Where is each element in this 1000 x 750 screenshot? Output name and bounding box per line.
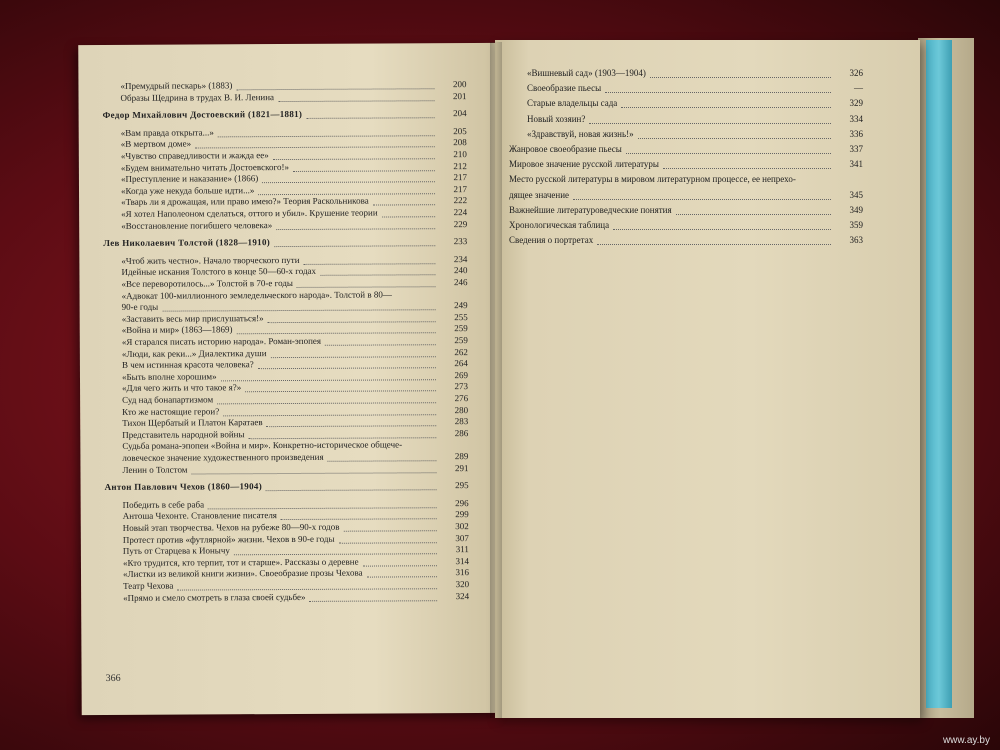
toc-entry-title: «Вишневый сад» (1903—1904)	[527, 68, 646, 78]
toc-page-number: 222	[453, 195, 468, 206]
toc-entry	[80, 463, 468, 476]
toc-leader-dots	[676, 213, 831, 215]
toc-leader-dots	[638, 137, 831, 139]
toc-page-number: 320	[455, 579, 470, 590]
toc-leader-dots	[217, 401, 436, 404]
toc-entry-title: «Будем внимательно читать Достоевского!»	[120, 161, 289, 173]
toc-page-number: 316	[455, 567, 470, 578]
toc-entry	[81, 591, 469, 604]
toc-page-number: 229	[453, 218, 468, 229]
toc-page-number: 259	[454, 323, 468, 334]
toc-entry-title: дящее значение	[509, 189, 570, 200]
toc-leader-dots	[293, 169, 435, 172]
toc-leader-dots	[573, 198, 831, 200]
toc-entry	[495, 68, 863, 79]
toc-entry-title: «Прямо и смело смотреть в глаза своей судьбе»	[123, 591, 306, 603]
toc-page-number: 291	[454, 462, 469, 473]
toc-entry	[495, 235, 863, 246]
watermark-text: www.ay.by	[942, 735, 990, 746]
toc-entry	[78, 91, 466, 104]
toc-entry-title: Ленин о Толстом	[122, 464, 188, 475]
toc-page-number: 336	[849, 128, 863, 139]
toc-entry-title: «Здравствуй, новая жизнь!»	[527, 128, 634, 139]
toc-page-number: 201	[452, 90, 467, 101]
toc-leader-dots	[626, 152, 831, 154]
toc-page-number: 326	[849, 68, 863, 78]
toc-entry	[495, 174, 863, 185]
toc-page-number: 210	[453, 149, 467, 160]
toc-entry-title: Жанровое своеобразие пьесы	[509, 144, 622, 154]
toc-leader-dots	[258, 192, 435, 195]
toc-page-number: 341	[849, 159, 863, 170]
toc-leader-dots	[309, 599, 437, 602]
toc-leader-dots	[276, 227, 435, 230]
toc-page-number: 324	[455, 590, 470, 601]
toc-entry-title: «Когда уже некуда больше идти...»	[120, 184, 255, 196]
toc-leader-dots	[663, 167, 831, 169]
toc-entry-title: «Тварь ли я дрожащая, или право имею?» Теория Раскольникова	[121, 195, 369, 208]
toc-page-number: 200	[452, 79, 467, 90]
toc-page-number: 246	[453, 277, 468, 288]
toc-entry-title: Образы Щедрина в трудах В. И. Ленина	[120, 91, 275, 103]
toc-page-number: 283	[454, 416, 469, 427]
toc-leader-dots	[589, 122, 831, 124]
toc-page-number: 255	[454, 311, 468, 322]
toc-leader-dots	[221, 378, 436, 381]
toc-entry-title: «Для чего жить и что такое я?»	[122, 382, 242, 394]
toc-leader-dots	[344, 529, 437, 531]
toc-entry-title: Своеобразие пьесы	[527, 83, 602, 94]
toc-entry	[495, 159, 863, 170]
toc-page-number: 334	[849, 113, 863, 124]
toc-leader-dots	[223, 413, 436, 416]
toc-entry	[79, 219, 467, 232]
toc-page-number: 240	[453, 265, 468, 276]
toc-page-number: 345	[849, 189, 863, 200]
toc-author-heading	[79, 108, 467, 121]
toc-leader-dots	[339, 541, 437, 544]
toc-leader-dots	[306, 116, 434, 119]
toc-leader-dots	[605, 91, 831, 93]
toc-entry-title: «Я хотел Наполеоном сделаться, оттого и убил». Крушение теории	[121, 207, 378, 219]
toc-leader-dots	[273, 157, 435, 160]
toc-entry-title: Идейные искания Толстого в конце 50—60-х годах	[121, 266, 317, 278]
toc-leader-dots	[382, 215, 435, 217]
toc-entry-title: «Чувство справедливости и жажда ее»	[120, 150, 269, 161]
toc-leader-dots	[613, 228, 831, 230]
toc-page-number: 349	[849, 204, 863, 215]
toc-entry-title: 90-е годы	[121, 301, 159, 313]
toc-entry	[495, 205, 863, 216]
toc-entry-title: Сведения о портретах	[509, 235, 594, 246]
toc-leader-dots	[266, 488, 437, 491]
toc-page-number: 234	[453, 253, 468, 264]
toc-page-number: 217	[453, 183, 468, 194]
toc-leader-dots	[245, 390, 436, 393]
toc-entry-title: «Заставить весь мир прислушаться!»	[121, 312, 264, 324]
toc-entry-title: В чем истинная красота человека?	[121, 359, 254, 371]
toc-page-number: 295	[455, 480, 469, 491]
toc-page-number: 269	[454, 369, 469, 380]
toc-leader-dots	[367, 576, 437, 578]
toc-leader-dots	[218, 134, 435, 137]
toc-entry-title: Кто же настоящие герои?	[122, 405, 220, 417]
toc-leader-dots	[621, 106, 831, 108]
toc-page-number: 289	[454, 451, 469, 462]
toc-page-number: 264	[454, 358, 468, 369]
toc-page-number: 208	[453, 137, 467, 148]
toc-page-number: 259	[454, 335, 468, 346]
toc-page-number: 311	[455, 544, 469, 555]
toc-entry-title: Новый этап творчества. Чехов на рубеже 80—90-х годов	[122, 521, 340, 533]
toc-entry	[495, 190, 863, 201]
toc-entry-title: Важнейшие литературоведческие понятия	[509, 204, 672, 215]
toc-leader-dots	[278, 99, 434, 102]
toc-leader-dots	[237, 332, 436, 335]
toc-entry	[495, 83, 863, 94]
toc-page-number: 296	[455, 497, 469, 508]
left-page	[78, 43, 500, 715]
toc-entry	[495, 129, 863, 140]
toc-entry-title: «Чтоб жить честно». Начало творческого пути	[121, 254, 300, 266]
toc-page-number: 217	[453, 172, 467, 183]
toc-entry-title: «Премудрый пескарь» (1883)	[120, 80, 233, 91]
toc-page-number: 224	[453, 207, 468, 218]
toc-leader-dots	[249, 436, 437, 439]
toc-page-number: 273	[454, 381, 469, 392]
toc-author-heading	[81, 480, 469, 493]
toc-leader-dots	[208, 506, 437, 509]
toc-entry-title: «Люди, как реки...» Диалектика души	[121, 347, 267, 359]
toc-page-number: —	[854, 83, 863, 94]
toc-entry-title: Победить в себе раба	[122, 499, 205, 510]
toc-entry-title: Тихон Щербатый и Платон Каратаев	[122, 417, 263, 429]
toc-entry	[495, 98, 863, 109]
toc-leader-dots	[268, 320, 436, 323]
toc-entry-title: «В мертвом доме»	[120, 138, 192, 150]
toc-leader-dots	[373, 204, 435, 206]
toc-entry	[495, 220, 863, 231]
toc-leader-dots	[236, 87, 434, 90]
toc-leader-dots	[271, 355, 436, 358]
toc-page-number: 299	[455, 509, 469, 520]
toc-entry-title: «Преступление и наказание» (1866)	[120, 173, 259, 185]
toc-page-number: 276	[454, 393, 469, 404]
toc-entry-title: Антоша Чехонте. Становление писателя	[122, 510, 277, 522]
toc-page-number: 329	[849, 98, 863, 109]
toc-entry-title: Судьба романа-эпопеи «Война и мир». Конкретно-историческое общече-	[122, 439, 403, 452]
toc-entry-title: Лев Николаевич Толстой (1828—1910)	[103, 237, 271, 249]
toc-entry-title: ловеческое значение художественного произведения	[122, 451, 324, 463]
toc-page-number: 314	[455, 555, 469, 566]
toc-entry-title: Старые владельцы сада	[527, 98, 618, 109]
toc-entry-title: «Все переворотилось...» Толстой в 70-е годы	[121, 277, 293, 289]
toc-leader-dots	[650, 76, 831, 78]
toc-leader-dots	[281, 518, 437, 521]
toc-page-number: 233	[453, 236, 468, 247]
toc-page-number: 249	[454, 300, 468, 311]
toc-leader-dots	[192, 471, 437, 474]
toc-entry-title: Театр Чехова	[123, 580, 174, 591]
toc-entry	[495, 144, 863, 155]
toc-page-number: 307	[455, 532, 469, 543]
toc-page-number: 205	[453, 125, 467, 136]
toc-leader-dots	[234, 552, 437, 555]
toc-entry-title: «Вам правда открыта...»	[120, 127, 214, 138]
toc-leader-dots	[297, 285, 436, 288]
toc-entry	[495, 114, 863, 125]
toc-page-number: 204	[453, 108, 467, 119]
toc-entry-title: Суд над бонапартизмом	[122, 394, 214, 405]
toc-entry-title: Антон Павлович Чехов (1860—1904)	[104, 481, 263, 493]
toc-entry-title: «Кто трудится, кто терпит, тот и старше». Рассказы о деревне	[122, 556, 359, 568]
toc-entry-title: «Быть вполне хорошим»	[121, 371, 217, 382]
toc-leader-dots	[304, 262, 436, 265]
toc-leader-dots	[274, 244, 435, 247]
toc-entry-title: Место русской литературы в мировом литературном процессе, ее непрехо-	[509, 174, 796, 185]
toc-page-number: 262	[454, 346, 468, 357]
toc-entry-title: Мировое значение русской литературы	[509, 159, 659, 170]
blue-cover-strip	[926, 40, 952, 708]
toc-entry-title: «Адвокат 100-миллионного земледельческого народа». Толстой в 80—	[121, 289, 392, 301]
toc-entry-title: Федор Михайлович Достоевский (1821—1881)	[102, 109, 303, 121]
toc-leader-dots	[258, 366, 436, 369]
toc-entry-title: «Восстановление погибшего человека»	[121, 219, 273, 231]
right-page	[495, 40, 920, 718]
toc-page-number: 280	[454, 404, 469, 415]
toc-leader-dots	[363, 564, 437, 566]
toc-page-number: 212	[453, 160, 467, 171]
toc-leader-dots	[325, 343, 436, 346]
toc-entry-title: «Война и мир» (1863—1869)	[121, 324, 233, 336]
book-spine-shadow	[490, 42, 502, 718]
toc-entry-title: Хронологическая таблица	[509, 220, 610, 230]
toc-leader-dots	[320, 274, 435, 277]
toc-author-heading	[79, 236, 467, 249]
toc-entry-title: Путь от Старцева к Ионычу	[122, 545, 230, 557]
toc-page-number: 302	[455, 521, 469, 532]
toc-page-number: 359	[849, 220, 863, 230]
toc-entry-title: Протест против «футлярной» жизни. Чехов в 90-е годы	[122, 533, 335, 545]
toc-page-number: 286	[454, 427, 469, 438]
toc-page-number: 337	[849, 144, 863, 154]
toc-page-number: 363	[849, 235, 863, 246]
page-folio: 366	[105, 672, 121, 684]
toc-entry-title: «Я старался писать историю народа». Роман-эпопея	[121, 335, 322, 347]
toc-entry-title: Новый хозяин?	[527, 113, 586, 124]
toc-leader-dots	[262, 180, 435, 183]
toc-entry-title: Представитель народной войны	[122, 429, 245, 440]
toc-leader-dots	[267, 424, 437, 427]
toc-leader-dots	[597, 243, 831, 245]
toc-leader-dots	[195, 146, 435, 149]
toc-entry-title: «Листки из великой книги жизни». Своеобразие прозы Чехова	[122, 568, 363, 580]
toc-leader-dots	[328, 459, 437, 462]
